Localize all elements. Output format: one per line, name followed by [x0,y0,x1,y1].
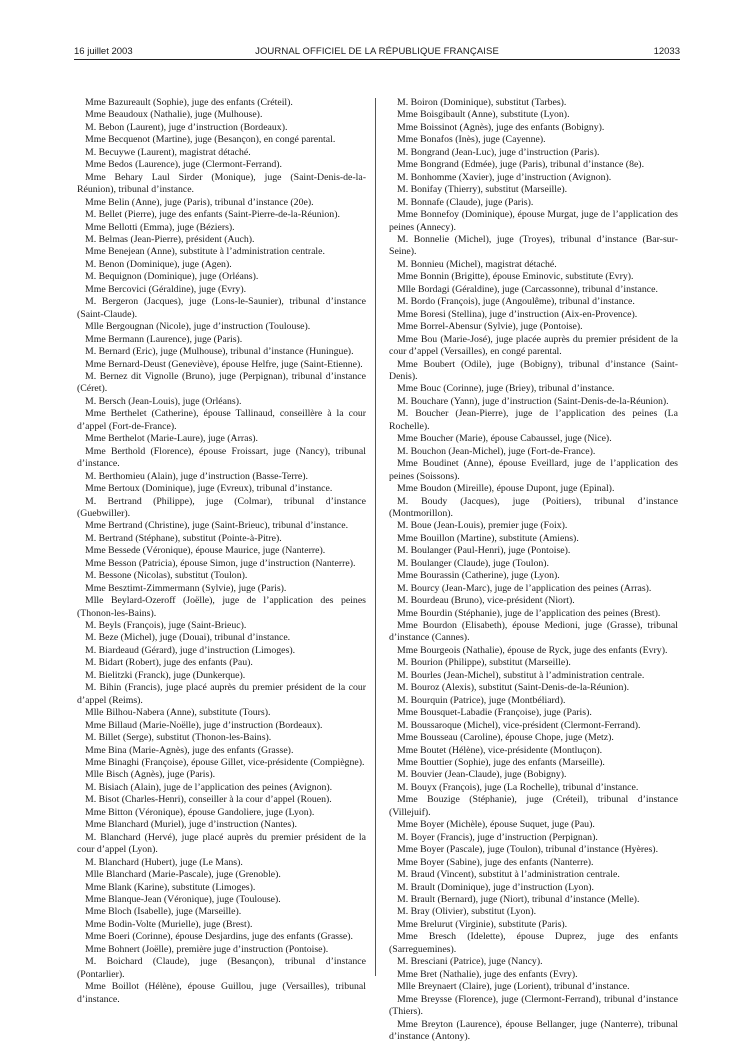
entry: Mme Bonnin (Brigitte), épouse Eminovic, substitute (Evry). [397,271,634,283]
entry: M. Bresciani (Patrice), juge (Nancy). [397,956,543,968]
entry: Mlle Breynaert (Claire), juge (Lorient), tribunal d’instance. [397,981,630,993]
entry: Mme Besson (Patricia), épouse Simon, juge d’instruction (Nanterre). [85,557,356,569]
entry: Mme Bonnefoy (Dominique), épouse Murgat, juge de l’application des peines (Annecy). [389,209,678,233]
entry: Mme Boisgibault (Anne), substitute (Lyon). [397,109,570,121]
entry: Mme Berthelot (Marie-Laure), juge (Arras). [85,433,259,445]
entry: Mme Bloch (Isabelle), juge (Marseille). [85,906,242,918]
entry: Mme Bou (Marie-José), juge placée auprès du premier président de la cour d’appel (Versailles), en congé parental. [389,333,678,358]
entry: M. Bordo (François), juge (Angoulême), tribunal d’instance. [397,296,635,308]
entry: Mme Breysse (Florence), juge (Clermont-Ferrand), tribunal d’instance (Thiers). [389,993,678,1018]
entry: M. Bisot (Charles-Henri), conseiller à la cour d’appel (Rouen). [85,794,332,806]
entry: Mme Becquenot (Martine), juge (Besançon), en congé parental. [85,134,336,146]
entry: Mme Bohnert (Joëlle), première juge d’instruction (Pontoise). [85,943,329,955]
entry: M. Beyls (François), juge (Saint-Brieuc). [85,620,247,632]
entry: Mme Bousseau (Caroline), épouse Chope, juge (Metz). [397,732,614,744]
entry: Mme Bourgeois (Nathalie), épouse de Ryck, juge des enfants (Evry). [397,644,668,656]
entry: M. Blanchard (Hubert), juge (Le Mans). [85,856,243,868]
entry: Mme Blanque-Jean (Véronique), juge (Toulouse). [85,894,281,905]
entry: M. Benon (Dominique), juge (Agen). [85,258,232,270]
entry: Mlle Bisch (Agnès), juge (Paris). [85,769,216,781]
entry: Mme Bouttier (Sophie), juge des enfants (Marseille). [397,757,605,769]
entry: M. Boucher (Jean-Pierre), juge de l’application des peines (La Rochelle). [389,408,678,432]
entry: Mme Bertrand (Christine), juge (Saint-Brieuc), tribunal d’instance. [85,520,349,532]
entry: M. Bray (Olivier), substitut (Lyon). [397,906,537,918]
entry: M. Boiron (Dominique), substitut (Tarbes). [397,97,567,108]
entry: Mme Boillot (Hélène), épouse Guillou, juge (Versailles), tribunal d’instance. [77,981,366,1005]
entry: M. Boudy (Jacques), juge (Poitiers), tribunal d’instance (Montmorillon). [389,495,678,519]
entry: M. Bisiach (Alain), juge de l’application des peines (Avignon). [85,781,333,793]
left-column [77,97,366,1006]
entry: M. Bouvier (Jean-Claude), juge (Bobigny). [397,769,567,781]
entry: Mme Boyer (Sabine), juge des enfants (Nanterre). [397,856,594,868]
entry: M. Blanchard (Hervé), juge placé auprès du premier président de la cour d’appel (Lyon). [77,831,366,856]
entry: Mlle Bordagi (Géraldine), juge (Carcassonne), tribunal d’instance. [397,283,658,295]
entry: Mme Beaudoux (Nathalie), juge (Mulhouse). [85,109,263,121]
entry: M. Bidart (Robert), juge des enfants (Pau). [85,657,253,669]
entry: Mme Billaud (Marie-Noëlle), juge d’instruction (Bordeaux). [85,719,323,731]
entry: M. Bersch (Jean-Louis), juge (Orléans). [85,395,242,407]
entry: Mme Brelurut (Virginie), substitute (Paris). [397,918,568,930]
entry: Mme Berthold (Florence), épouse Froissart, juge (Nancy), tribunal d’instance. [77,445,366,470]
entry: M. Bellet (Pierre), juge des enfants (Saint-Pierre-de-la-Réunion). [85,209,340,221]
entry: M. Brault (Dominique), juge d’instruction (Lyon). [397,881,594,893]
header-page-number: 12033 [653,46,680,57]
entry: Mme Bellotti (Emma), juge (Béziers). [85,221,235,233]
entry: Mme Boudinet (Anne), épouse Eveillard, juge de l’application des peines (Soissons). [389,458,678,482]
entry: Mme Behary Laul Sirder (Monique), juge (Saint-Denis-de-la-Réunion), tribunal d’instance. [77,171,366,196]
entry: M. Bouchon (Jean-Michel), juge (Fort-de-France). [397,445,596,457]
entry: Mme Binaghi (Françoise), épouse Gillet, vice-présidente (Compiègne). [85,757,365,769]
entry: Mme Blanchard (Muriel), juge d’instruction (Nantes). [85,819,297,831]
entry: Mme Bedos (Laurence), juge (Clermont-Ferrand). [85,159,282,171]
entry: Mme Bertoux (Dominique), juge (Evreux), tribunal d’instance. [85,483,333,495]
entry: M. Bourdeau (Bruno), vice-président (Niort). [397,595,575,607]
entry: Mme Boresi (Stellina), juge d’instruction (Aix-en-Provence). [397,308,638,320]
entry: M. Belmas (Jean-Pierre), président (Auch). [85,233,255,245]
entry: M. Boue (Jean-Louis), premier juge (Foix). [397,520,568,532]
entry: M. Bourles (Jean-Michel), substitut à l’administration centrale. [397,669,645,681]
entry: Mme Bercovici (Géraldine), juge (Evry). [85,283,247,295]
entry: M. Bonnelie (Michel), juge (Troyes), tribunal d’instance (Bar-sur-Seine). [389,233,678,258]
entry: Mme Bitton (Véronique), épouse Gandoliere, juge (Lyon). [85,806,315,818]
header-date: 16 juillet 2003 [74,46,133,57]
entry: M. Becuywe (Laurent), magistrat détaché. [85,146,251,158]
entry: Mme Boubert (Odile), juge (Bobigny), tribunal d’instance (Saint-Denis). [389,358,678,382]
entry: M. Bouroz (Alexis), substitut (Saint-Denis-de-la-Réunion). [397,682,630,694]
entry: Mme Bourdin (Stéphanie), juge de l’application des peines (Brest). [397,607,661,619]
entry: M. Bonnafe (Claude), juge (Paris). [397,196,534,208]
entry: Mme Benejean (Anne), substitute à l’administration centrale. [85,246,325,258]
entry: Mme Boutet (Hélène), vice-présidente (Montluçon). [397,744,603,756]
entry: Mme Bonafos (Inès), juge (Cayenne). [397,134,546,146]
entry: Mme Breyton (Laurence), épouse Bellanger, juge (Nanterre), tribunal d’instance (Antony). [389,1018,678,1042]
entry: M. Brault (Bernard), juge (Niort), tribunal d’instance (Melle). [397,894,640,905]
entry: M. Bequignon (Dominique), juge (Orléans). [85,271,259,283]
entry: M. Bonhomme (Xavier), juge d’instruction (Avignon). [397,171,612,183]
entry: Mme Bret (Nathalie), juge des enfants (Evry). [397,968,578,980]
entry: M. Berthomieu (Alain), juge d’instruction (Basse-Terre). [85,470,308,482]
entry: M. Bourcy (Jean-Marc), juge de l’application des peines (Arras). [397,582,652,594]
entry: Mme Bouillon (Martine), substitute (Amiens). [397,532,579,544]
right-column [389,97,678,1043]
header-title: JOURNAL OFFICIEL DE LA RÉPUBLIQUE FRANÇAISE [255,46,499,57]
entry: Mlle Bilhou-Nabera (Anne), substitute (Tours). [85,707,271,719]
entry: M. Bertrand (Philippe), juge (Colmar), tribunal d’instance (Guebwiller). [77,495,366,519]
entry: M. Bernez dit Vignolle (Bruno), juge (Perpignan), tribunal d’instance (Céret). [77,370,366,395]
column-divider [375,98,376,976]
entry: Mme Bongrand (Edmée), juge (Paris), tribunal d’instance (8e). [397,159,645,171]
entry: M. Billet (Serge), substitut (Thonon-les-Bains). [85,732,272,744]
entry: M. Bebon (Laurent), juge d’instruction (Bordeaux). [85,121,288,133]
entry: Mme Bernard-Deust (Geneviève), épouse Helfre, juge (Saint-Etienne). [85,358,363,370]
entry: Mme Bouc (Corinne), juge (Briey), tribunal d’instance. [397,383,615,395]
entry: Mme Bina (Marie-Agnès), juge des enfants (Grasse). [85,744,294,756]
entry: Mme Bourdon (Elisabeth), épouse Medioni, juge (Grasse), tribunal d’instance (Cannes). [389,620,678,644]
entry: M. Bouyx (François), juge (La Rochelle), tribunal d’instance. [397,781,639,793]
entry: Mme Belin (Anne), juge (Paris), tribunal d’instance (20e). [85,196,314,208]
entry: M. Bertrand (Stéphane), substitut (Pointe-à-Pitre). [85,532,282,544]
entry: Mme Boyer (Pascale), juge (Toulon), tribunal d’instance (Hyères). [397,844,659,856]
entry: Mme Blank (Karine), substitute (Limoges). [85,881,256,893]
entry: M. Boichard (Claude), juge (Besançon), tribunal d’instance (Pontarlier). [77,956,366,980]
entry: Mme Bousquet-Labadie (Françoise), juge (Paris). [397,707,592,719]
entry: Mme Boudon (Mireille), épouse Dupont, juge (Epinal). [397,483,615,495]
entry: Mme Boucher (Marie), épouse Cabaussel, juge (Nice). [397,433,612,445]
entry: M. Bihin (Francis), juge placé auprès du premier président de la cour d’appel (Reims). [77,682,366,706]
page-header [74,42,680,58]
entry: Mme Bazureault (Sophie), juge des enfants (Créteil). [85,97,293,108]
entry: Mlle Beylard-Ozeroff (Joëlle), juge de l’application des peines (Thonon-les-Bains). [77,595,366,619]
entry: Mme Bresch (Idelette), épouse Duprez, juge des enfants (Sarreguemines). [389,931,678,955]
entry: M. Bouchare (Yann), juge d’instruction (Saint-Denis-de-la-Réunion). [397,395,669,407]
entry: M. Biardeaud (Gérard), juge d’instruction (Limoges). [85,644,296,656]
entry: Mme Boyer (Michèle), épouse Suquet, juge (Pau). [397,819,595,831]
entry: M. Bernard (Eric), juge (Mulhouse), tribunal d’instance (Huningue). [85,346,354,358]
header-rule [74,59,680,60]
entry: M. Boussaroque (Michel), vice-président (Clermont-Ferrand). [397,719,641,731]
entry: Mme Bodin-Volte (Murielle), juge (Brest). [85,918,253,930]
entry: Mme Boissinot (Agnès), juge des enfants (Bobigny). [397,121,605,133]
entry: M. Bielitzki (Franck), juge (Dunkerque). [85,669,246,681]
entry: M. Bongrand (Jean-Luc), juge d’instruction (Paris). [397,146,600,158]
entry: M. Bonnieu (Michel), magistrat détaché. [397,258,557,270]
entry: Mme Boeri (Corinne), épouse Desjardins, juge des enfants (Grasse). [85,931,353,943]
entry: Mme Bouzige (Stéphanie), juge (Créteil), tribunal d’instance (Villejuif). [389,794,678,818]
entry: M. Bourquin (Patrice), juge (Montbéliard). [397,694,566,706]
entry: M. Boulanger (Claude), juge (Toulon). [397,557,549,569]
entry: M. Beze (Michel), juge (Douai), tribunal d’instance. [85,632,291,644]
entry: Mme Bermann (Laurence), juge (Paris). [85,333,243,345]
entry: Mme Bessede (Véronique), épouse Maurice, juge (Nanterre). [85,545,326,557]
entry: Mlle Blanchard (Marie-Pascale), juge (Grenoble). [85,869,281,881]
entry: M. Boyer (Francis), juge d’instruction (Perpignan). [397,831,598,843]
entry: M. Bourion (Philippe), substitut (Marseille). [397,657,571,669]
entry: Mme Besztimt-Zimmermann (Sylvie), juge (Paris). [85,582,287,594]
entry: M. Boulanger (Paul-Henri), juge (Pontoise). [397,545,571,557]
entry: M. Bergeron (Jacques), juge (Lons-le-Saunier), tribunal d’instance (Saint-Claude). [77,296,366,320]
entry: Mme Berthelet (Catherine), épouse Tallinaud, conseillère à la cour d’appel (Fort-de-France). [77,408,366,432]
entry: M. Braud (Vincent), substitut à l’administration centrale. [397,869,620,881]
entry: M. Bonifay (Thierry), substitut (Marseille). [397,184,568,196]
entry: Mme Borrel-Abensur (Sylvie), juge (Pontoise). [397,321,583,333]
entry: Mlle Bergougnan (Nicole), juge d’instruction (Toulouse). [85,321,311,333]
entry: Mme Bourassin (Catherine), juge (Lyon). [397,570,560,582]
entry: M. Bessone (Nicolas), substitut (Toulon). [85,570,248,582]
